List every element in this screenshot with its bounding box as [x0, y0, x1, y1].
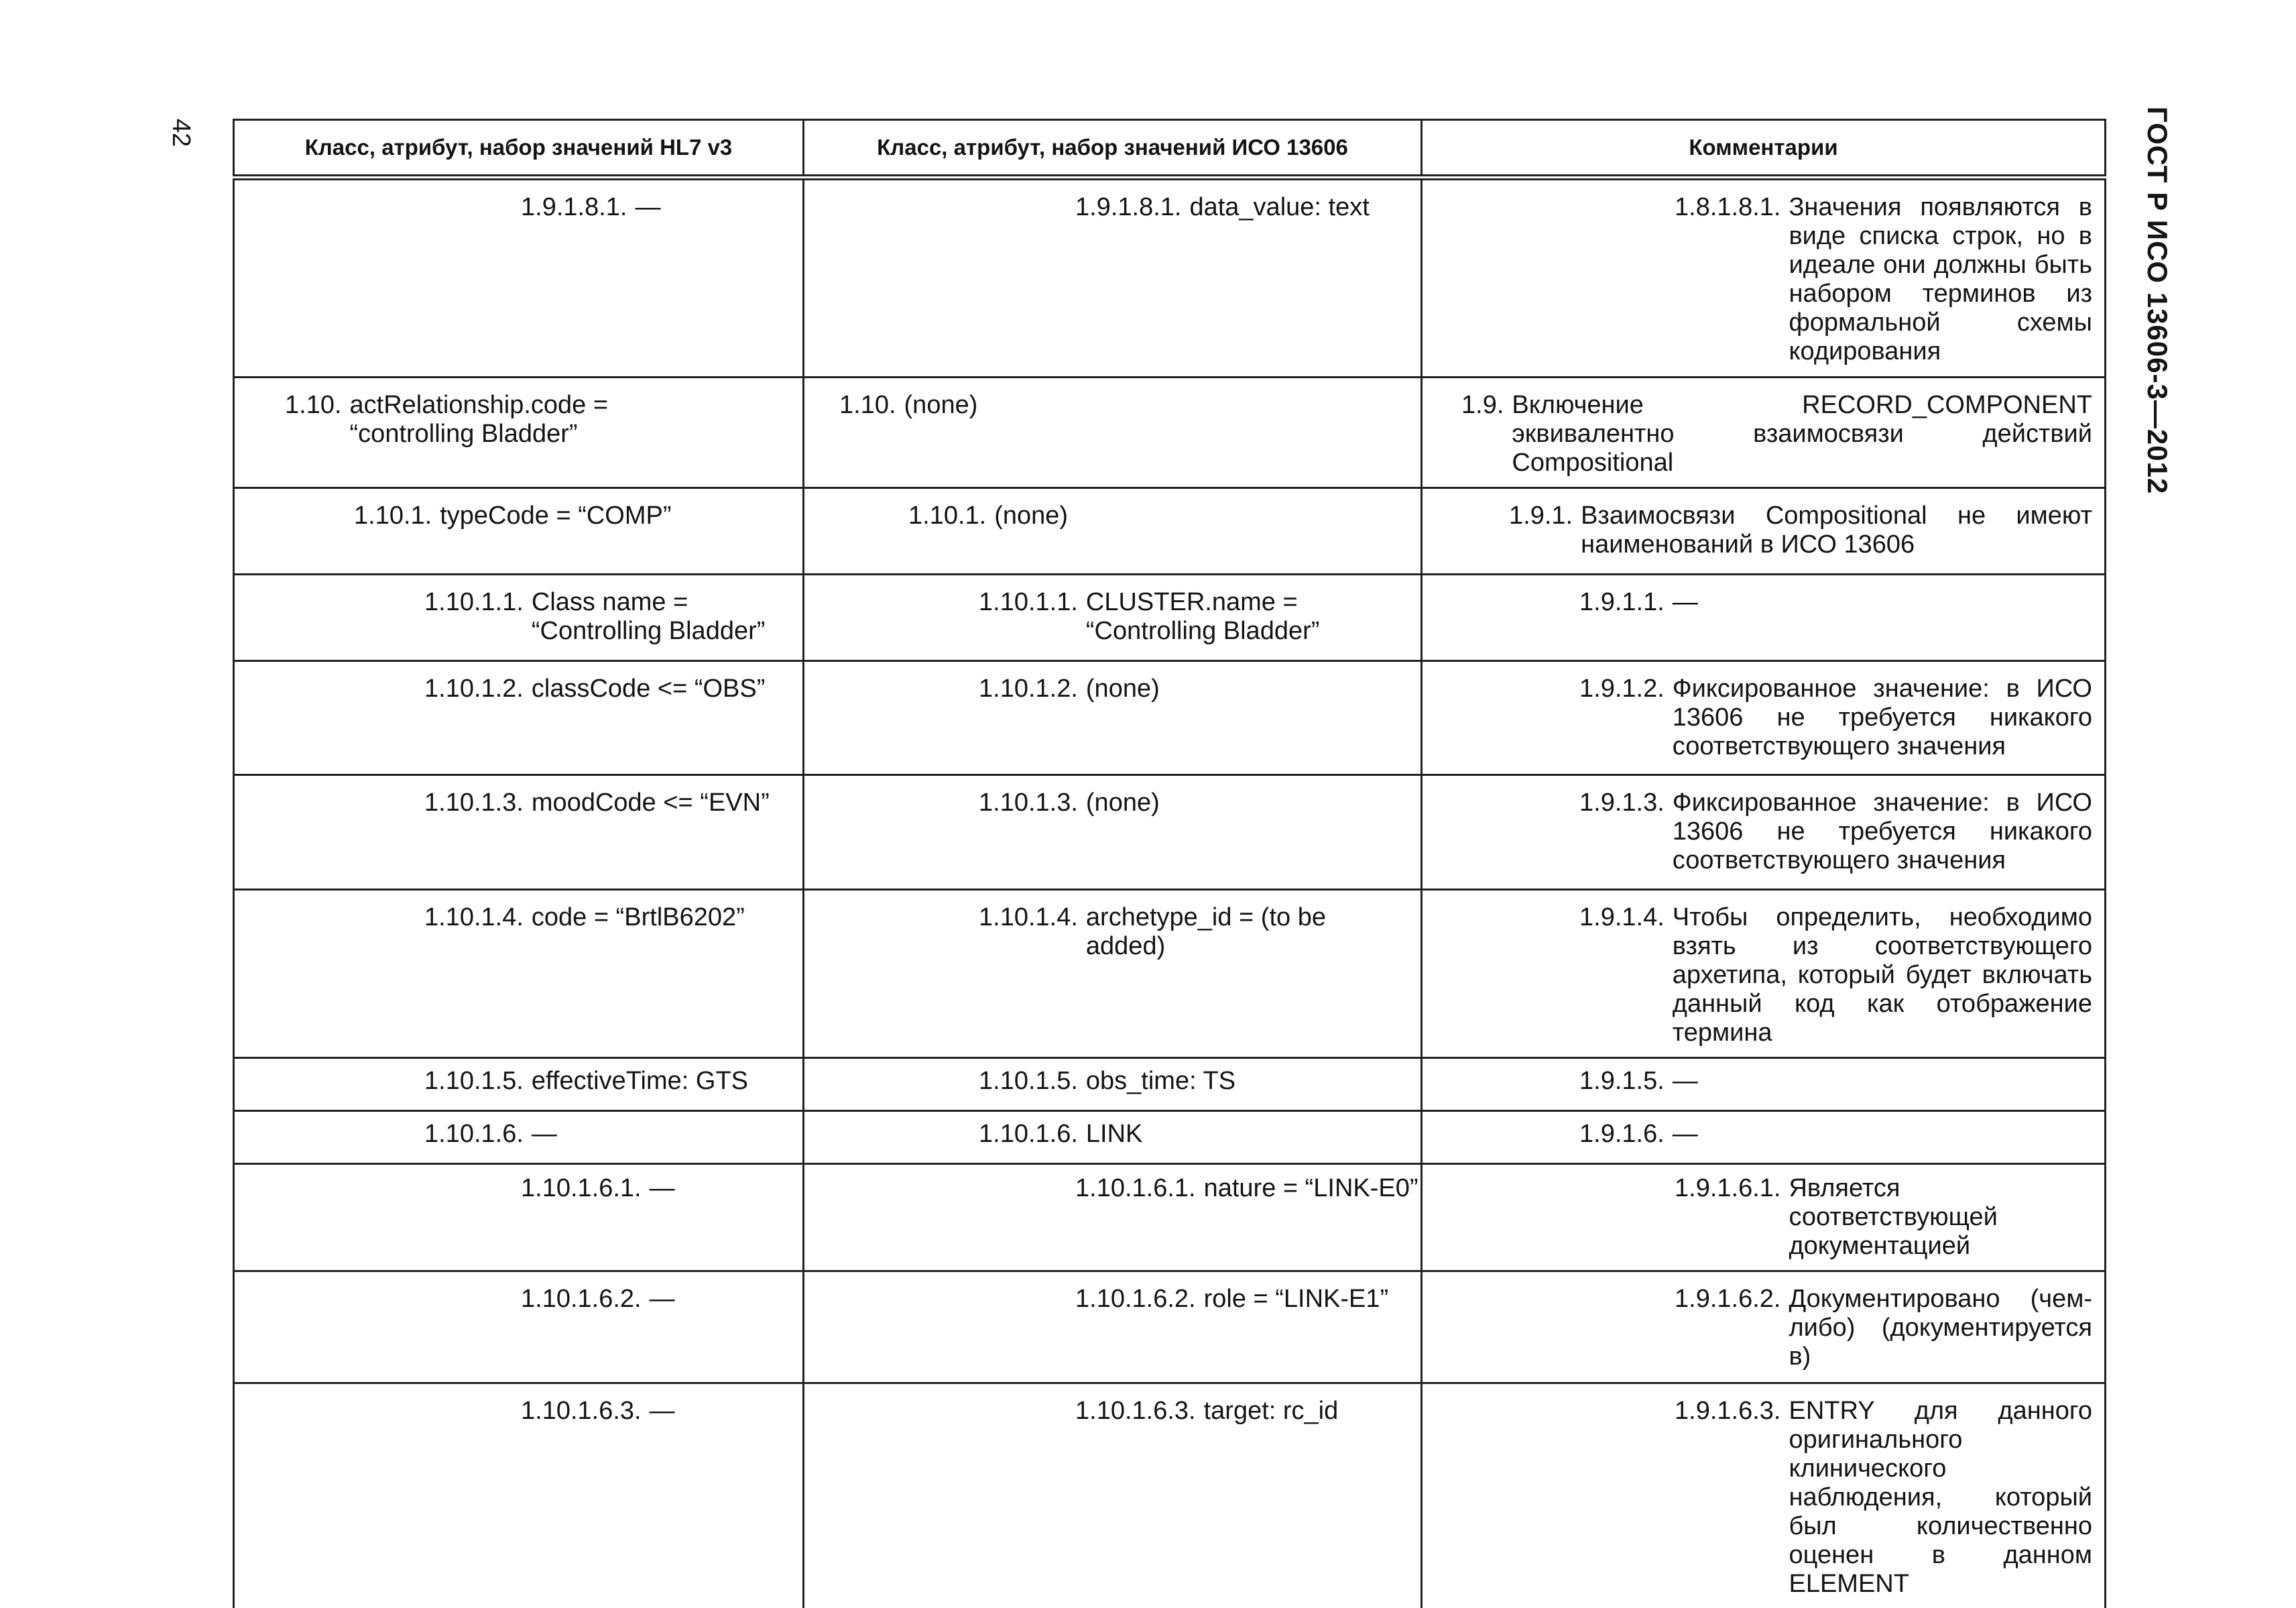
iso-text: nature = “LINK-E0” [1204, 1174, 1421, 1203]
comment-number: 1.8.1.8.1. [1675, 193, 1789, 366]
iso-number: 1.10.1.6.3. [1075, 1397, 1204, 1426]
comment-number: 1.9. [1461, 391, 1512, 477]
hl7-text: — [650, 1397, 802, 1426]
iso-text: (none) [904, 391, 1421, 420]
iso-cell [804, 1271, 1422, 1383]
comment-cell [1422, 890, 2106, 1058]
iso-text: role = “LINK-E1” [1204, 1285, 1421, 1314]
hl7-cell [234, 661, 804, 775]
comment-text: — [1673, 1067, 2092, 1096]
table-row [234, 890, 2106, 1058]
comment-number: 1.9.1.2. [1579, 675, 1673, 761]
iso-text: LINK [1086, 1120, 1421, 1149]
iso-text: (none) [994, 502, 1421, 530]
comment-text: Включение RECORD_COMPONENT эквивалентно взаимосвязи действий Compositional [1512, 391, 2092, 477]
hl7-text: — [650, 1285, 802, 1314]
iso-cell [804, 661, 1422, 775]
hl7-cell [234, 1383, 804, 1608]
hl7-text: — [532, 1120, 802, 1149]
iso-cell [804, 178, 1422, 378]
header-iso: Класс, атрибут, набор значений ИСО 13606 [804, 120, 1422, 178]
comment-cell [1422, 1111, 2106, 1164]
iso-cell [804, 1111, 1422, 1164]
iso-number: 1.10.1.5. [979, 1067, 1086, 1096]
table-row [234, 661, 2106, 775]
hl7-cell [234, 575, 804, 661]
iso-cell [804, 1058, 1422, 1111]
comment-cell [1422, 378, 2106, 488]
iso-text: (none) [1086, 789, 1421, 817]
hl7-number: 1.10.1.4. [424, 903, 532, 932]
hl7-cell [234, 1271, 804, 1383]
table-row [234, 488, 2106, 575]
comment-text: Значения появляются в виде списка строк, но в идеале они должны быть набором терминов из формальной схемы кодирования [1789, 193, 2092, 366]
iso-cell [804, 1383, 1422, 1608]
comment-text: ENTRY для данного оригинального клинического наблюдения, который был количественно оценен в данном ELEMENT [1789, 1397, 2092, 1599]
comment-cell [1422, 178, 2106, 378]
comment-number: 1.9.1.6. [1579, 1120, 1673, 1149]
hl7-number: 1.10.1.6. [424, 1120, 532, 1149]
hl7-number: 1.10.1.6.1. [521, 1174, 650, 1203]
iso-text: CLUSTER.name = “Controlling Bladder” [1086, 588, 1421, 646]
iso-cell [804, 488, 1422, 575]
iso-cell [804, 378, 1422, 488]
mapping-table [233, 119, 2106, 1608]
table-row [234, 1164, 2106, 1271]
hl7-number: 1.10.1.5. [424, 1067, 532, 1096]
iso-number: 1.10.1.1. [979, 588, 1086, 646]
iso-cell [804, 775, 1422, 890]
iso-number: 1.10.1.6.1. [1075, 1174, 1204, 1203]
hl7-text: typeCode = “COMP” [440, 502, 802, 530]
iso-number: 1.10.1.6. [979, 1120, 1086, 1149]
iso-number: 1.10.1.4. [979, 903, 1086, 961]
standard-title: ГОСТ Р ИСО 13606-3—2012 [2143, 107, 2171, 495]
table-row [234, 1058, 2106, 1111]
comment-cell [1422, 1058, 2106, 1111]
comment-number: 1.9.1.5. [1579, 1067, 1673, 1096]
hl7-text: code = “BrtlB6202” [532, 903, 802, 932]
hl7-text: — [650, 1174, 802, 1203]
table-row [234, 378, 2106, 488]
iso-number: 1.10. [839, 391, 904, 420]
page-number: 42 [168, 119, 194, 147]
comment-cell [1422, 775, 2106, 890]
comment-cell [1422, 661, 2106, 775]
table-header-row [234, 120, 2106, 178]
iso-cell [804, 890, 1422, 1058]
table-row [234, 178, 2106, 378]
iso-number: 1.10.1.3. [979, 789, 1086, 817]
hl7-number: 1.10.1. [354, 502, 440, 530]
comment-number: 1.9.1.4. [1579, 903, 1673, 1047]
hl7-text: Class name = “Controlling Bladder” [532, 588, 802, 646]
header-comments: Комментарии [1422, 120, 2106, 178]
hl7-cell [234, 378, 804, 488]
hl7-cell [234, 1111, 804, 1164]
iso-cell [804, 575, 1422, 661]
comment-cell [1422, 1271, 2106, 1383]
hl7-text: effectiveTime: GTS [532, 1067, 802, 1096]
hl7-number: 1.10.1.3. [424, 789, 532, 817]
hl7-number: 1.10.1.2. [424, 675, 532, 703]
hl7-cell [234, 178, 804, 378]
hl7-text: — [635, 193, 802, 222]
hl7-cell [234, 1164, 804, 1271]
comment-number: 1.9.1.6.1. [1675, 1174, 1789, 1261]
hl7-number: 1.9.1.8.1. [521, 193, 635, 222]
table-row [234, 1383, 2106, 1608]
iso-text: data_value: text [1189, 193, 1421, 222]
comment-text: Чтобы определить, необходимо взять из соответствующего архетипа, который будет включать данный код как отображение термина [1673, 903, 2092, 1047]
table-row [234, 1111, 2106, 1164]
comment-text: Взаимосвязи Compositional не имеют наименований в ИСО 13606 [1581, 502, 2092, 559]
comment-number: 1.9.1.6.2. [1675, 1285, 1789, 1371]
hl7-number: 1.10. [285, 391, 350, 449]
hl7-cell [234, 775, 804, 890]
iso-text: obs_time: TS [1086, 1067, 1421, 1096]
hl7-cell [234, 890, 804, 1058]
comment-cell [1422, 488, 2106, 575]
comment-text: Фиксированное значение: в ИСО 13606 не требуется никакого соответствующего значения [1673, 675, 2092, 761]
comment-number: 1.9.1.3. [1579, 789, 1673, 875]
iso-text: target: rc_id [1204, 1397, 1421, 1426]
header-hl7: Класс, атрибут, набор значений HL7 v3 [234, 120, 804, 178]
hl7-text: classCode <= “OBS” [532, 675, 802, 703]
iso-cell [804, 1164, 1422, 1271]
table-row [234, 575, 2106, 661]
hl7-text: moodCode <= “EVN” [532, 789, 802, 817]
hl7-text: actRelationship.code = “controlling Bladder” [350, 391, 802, 449]
table-row [234, 775, 2106, 890]
comment-cell [1422, 575, 2106, 661]
iso-text: archetype_id = (to be added) [1086, 903, 1341, 961]
iso-text: (none) [1086, 675, 1421, 703]
hl7-number: 1.10.1.6.3. [521, 1397, 650, 1426]
comment-number: 1.9.1. [1509, 502, 1581, 559]
comment-text: Документировано (чем-либо) (документируется в) [1789, 1285, 2092, 1371]
table-row [234, 1271, 2106, 1383]
comment-text: Фиксированное значение: в ИСО 13606 не требуется никакого соответствующего значения [1673, 789, 2092, 875]
iso-number: 1.10.1. [908, 502, 994, 530]
comment-text: — [1673, 588, 2092, 617]
comment-number: 1.9.1.1. [1579, 588, 1673, 617]
comment-text: — [1673, 1120, 2092, 1149]
comment-number: 1.9.1.6.3. [1675, 1397, 1789, 1599]
hl7-number: 1.10.1.6.2. [521, 1285, 650, 1314]
hl7-cell [234, 1058, 804, 1111]
comment-cell [1422, 1383, 2106, 1608]
iso-number: 1.10.1.2. [979, 675, 1086, 703]
hl7-cell [234, 488, 804, 575]
comment-text: Является соответствующей документацией [1789, 1174, 2092, 1261]
hl7-number: 1.10.1.1. [424, 588, 532, 646]
iso-number: 1.10.1.6.2. [1075, 1285, 1204, 1314]
comment-cell [1422, 1164, 2106, 1271]
iso-number: 1.9.1.8.1. [1075, 193, 1189, 222]
